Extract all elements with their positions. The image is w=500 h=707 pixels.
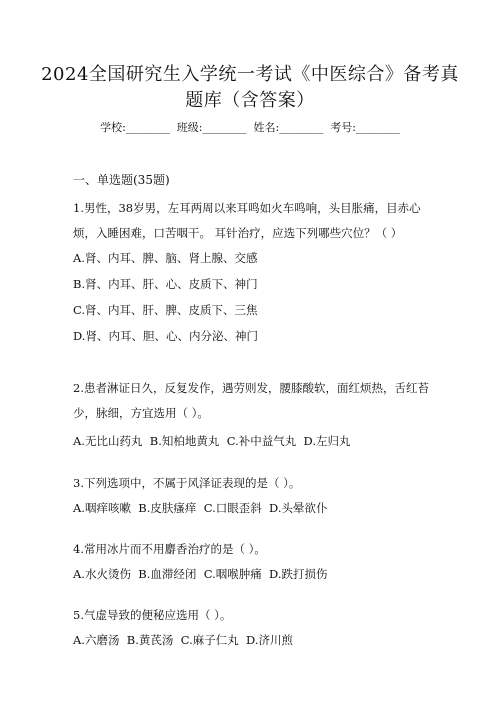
question-4-options: A.水火烫伤 B.血滞经闭 C.咽喉肿痛 D.跌打损伤 xyxy=(73,567,328,581)
question-1-option-b: B.肾、内耳、肝、心、皮质下、神门 xyxy=(73,277,258,291)
question-5-options: A.六磨汤 B.黄芪汤 C.麻子仁丸 D.济川煎 xyxy=(73,633,294,647)
question-3-stem: 3.下列选项中，不属于风泽证表现的是（ ）。 xyxy=(73,476,301,490)
question-3-options: A.咽痒咳嗽 B.皮肤瘙痒 C.口眼歪斜 D.头晕欲仆 xyxy=(73,501,328,515)
question-1-option-c: C.肾、内耳、肝、脾、皮质下、三焦 xyxy=(73,303,258,317)
question-2-options: A.无比山药丸 B.知柏地黄丸 C.补中益气丸 D.左归丸 xyxy=(73,434,351,448)
question-1-option-a: A.肾、内耳、脾、脑、肾上腺、交感 xyxy=(73,251,258,265)
student-info-line: 学校:________ 班级:________ 姓名:________ 考号:________ xyxy=(100,121,400,134)
question-2-stem: 2.患者淋证日久，反复发作，遇劳则发，腰膝酸软，面红烦热，舌红苔少，脉细，方宜选用（ ）。 xyxy=(73,381,429,420)
page-title: 2024全国研究生入学统一考试《中医综合》备考真题库（含答案） xyxy=(41,64,459,111)
question-1-stem: 1.男性，38岁男，左耳两周以来耳鸣如火车鸣响，头目胀痛，目赤心烦，入睡困难，口苦咽干。 耳针治疗，应选下列哪些穴位？（ ） xyxy=(73,201,421,240)
question-1-option-d: D.肾、内耳、胆、心、内分泌、神门 xyxy=(73,329,258,343)
question-5-stem: 5.气虚导致的便秘应选用（ ）。 xyxy=(73,608,232,622)
question-4-stem: 4.常用冰片而不用麝香治疗的是（ ）。 xyxy=(73,542,266,556)
section-heading: 一、单选题(35题) xyxy=(73,173,170,187)
